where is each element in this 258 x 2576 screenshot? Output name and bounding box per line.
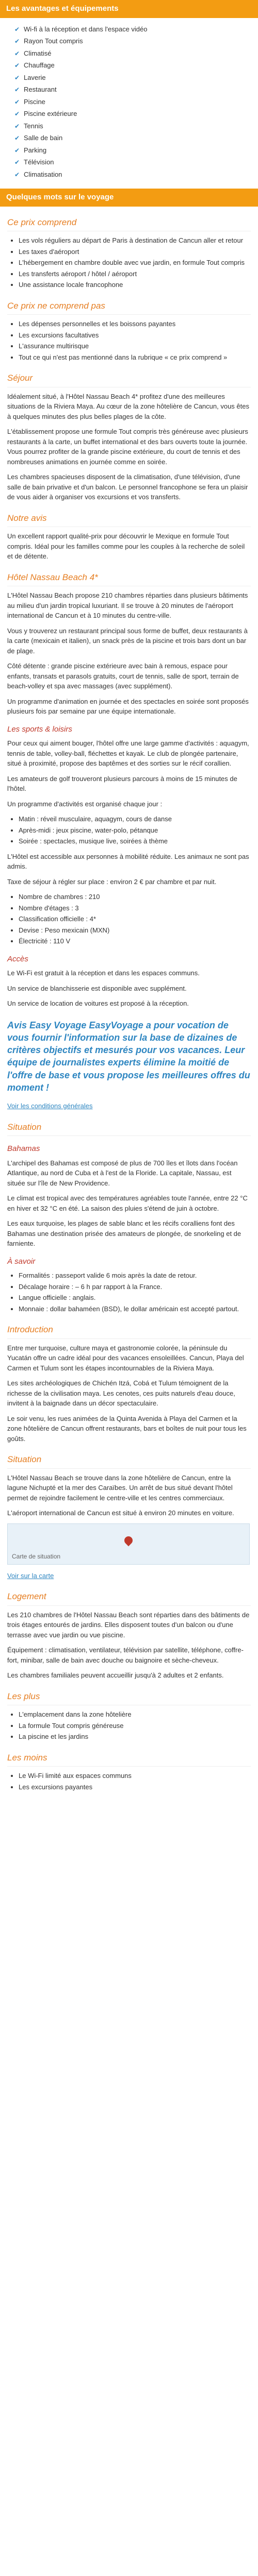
program-list [7, 814, 251, 846]
benefit-item: ✔ Restaurant [14, 86, 57, 93]
easyvoyage-promo: Avis Easy Voyage EasyVoyage a pour vocation de vous fournir l'information sur la base de dizaines de critères objectifs et mesurés pour vos vacances. Leur équipe de journalistes experts élimine la moitié de l'offre de base et vous propose les meilleures offres du moment ! [7, 1020, 250, 1093]
included-heading: Ce prix comprend [7, 216, 251, 232]
benefit-item: ✔ Rayon Tout compris [14, 37, 83, 45]
list-item: • Les dépenses personnelles et les boissons payantes [19, 319, 251, 329]
list-item: • Langue officielle : anglais. [19, 1293, 251, 1303]
paragraph: Les 210 chambres de l'Hôtel Nassau Beach sont réparties dans des bâtiments de trois étages entourés de jardins. Elles disposent toutes d'un balcon ou d'une terrasse avec vue jardin ou vue piscine. [7, 1611, 250, 1639]
paragraph: Entre mer turquoise, culture maya et gastronomie colorée, la péninsule du Yucatán offre un cadre idéal pour des vacances ensoleillées. Cancun, Playa del Carmen et Tulum sont les étapes incontournables de la Riviera Maya. [7, 1344, 244, 1372]
location-map[interactable] [7, 1523, 250, 1565]
benefit-item: ✔ Climatisé [14, 49, 52, 57]
paragraph: Le soir venu, les rues animées de la Quinta Avenida à Playa del Carmen et la zone hôtelière de Cancun offrent restaurants, bars et boîtes de nuit pour tous les goûts. [7, 1414, 247, 1443]
benefit-item: ✔ Piscine extérieure [14, 110, 77, 117]
list-item: • Classification officielle : 4* [19, 914, 251, 924]
list-item: • L'assurance multirisque [19, 341, 251, 351]
benefits-list [0, 23, 258, 181]
paragraph: Un service de location de voitures est proposé à la réception. [7, 999, 189, 1007]
paragraph: L'Hôtel Nassau Beach propose 210 chambres réparties dans plusieurs bâtiments au milieu d'un jardin tropical luxuriant. Il se trouve à 20 minutes de l'aéroport international de Cancun et à 10 minutes du centre-ville. [7, 591, 248, 619]
paragraph: Un excellent rapport qualité-prix pour découvrir le Mexique en formule Tout compris. Idéal pour les familles comme pour les couples à la recherche de soleil et de détente. [7, 532, 245, 560]
introduction-heading: Introduction [7, 1323, 251, 1339]
check-icon: ✔ [14, 49, 20, 57]
cons-list [7, 1771, 251, 1792]
map-pin-icon [123, 1534, 135, 1546]
list-item: • L'emplacement dans la zone hôtelière [19, 1709, 251, 1720]
list-item: • Électricité : 110 V [19, 936, 251, 946]
paragraph: Pour ceux qui aiment bouger, l'hôtel offre une large gamme d'activités : aquagym, tennis de table, volley-ball, fléchettes et kayak. Le club de plongée partenaire, situé à proximité, propose des baptêmes et des sorties sur le récif corallien. [7, 739, 249, 767]
list-item: • Décalage horaire : – 6 h par rapport à la France. [19, 1282, 251, 1292]
location-heading: Situation [7, 1453, 251, 1469]
map-label: Carte de situation [12, 1552, 61, 1560]
not-included-list [7, 319, 251, 362]
benefit-item: ✔ Tennis [14, 122, 43, 130]
list-item: • Monnaie : dollar bahaméen (BSD), le dollar américain est accepté partout. [19, 1304, 251, 1314]
paragraph: L'Hôtel est accessible aux personnes à mobilité réduite. Les animaux ne sont pas admis. [7, 852, 249, 870]
pros-list [7, 1709, 251, 1742]
paragraph: L'aéroport international de Cancun est situé à environ 20 minutes en voiture. [7, 1509, 234, 1517]
terms-link[interactable]: Voir les conditions générales [7, 1102, 93, 1110]
benefit-item: ✔ Salle de bain [14, 134, 63, 142]
list-item: • Les taxes d'aéroport [19, 247, 251, 257]
paragraph: Vous y trouverez un restaurant principal sous forme de buffet, deux restaurants à la carte (mexicain et italien), un snack près de la piscine et trois bars dont un bar de plage. [7, 626, 248, 655]
list-item: • Une assistance locale francophone [19, 280, 251, 290]
opinion-heading: Notre avis [7, 512, 251, 528]
check-icon: ✔ [14, 25, 20, 33]
pros-heading: Les plus [7, 1690, 251, 1706]
list-item: • Les excursions facultatives [19, 330, 251, 341]
benefit-item: ✔ Laverie [14, 73, 46, 81]
check-icon: ✔ [14, 122, 20, 130]
trip-section [0, 216, 258, 1792]
list-item: • Tout ce qui n'est pas mentionné dans la rubrique « ce prix comprend » [19, 352, 251, 363]
check-icon: ✔ [14, 134, 20, 142]
paragraph: Un programme d'animation en journée et des spectacles en soirée sont proposés plusieurs fois par semaine par une équipe internationale. [7, 697, 249, 715]
paragraph: L'établissement propose une formule Tout compris très généreuse avec plusieurs restaurants à la carte, un buffet international et des bars ouverts toute la journée. Vous pourrez profiter de la grande piscine extérieure, du court de tennis et des nombreuses animations en journée comme en soirée. [7, 428, 248, 466]
program-intro: Un programme d'activités est organisé chaque jour : [7, 800, 163, 808]
list-item: • Les excursions payantes [19, 1782, 251, 1792]
list-item: • Soirée : spectacles, musique live, soirées à thème [19, 836, 251, 846]
check-icon: ✔ [14, 74, 20, 81]
benefit-item: ✔ Télévision [14, 158, 54, 166]
access-heading: Accès [7, 954, 28, 963]
paragraph: Les sites archéologiques de Chichén Itzá, Cobá et Tulum témoignent de la richesse de la civilisation maya. Les cenotes, ces puits naturels d'eau douce, invitent à la baignade dans un décor spectaculaire. [7, 1379, 235, 1408]
map-link[interactable]: Voir sur la carte [7, 1571, 54, 1580]
situation-heading: Situation [7, 1121, 251, 1137]
paragraph: Équipement : climatisation, ventilateur, télévision par satellite, téléphone, coffre-fort, minibar, salle de bain avec douche ou baignoire et sèche-cheveux. [7, 1646, 244, 1664]
paragraph: Un service de blanchisserie est disponible avec supplément. [7, 984, 187, 992]
check-icon: ✔ [14, 171, 20, 178]
list-item: • Les transferts aéroport / hôtel / aéroport [19, 269, 251, 279]
check-icon: ✔ [14, 86, 20, 93]
list-item: • La formule Tout compris généreuse [19, 1721, 251, 1731]
not-included-heading: Ce prix ne comprend pas [7, 299, 251, 315]
benefit-item: ✔ Wi-fi à la réception et dans l'espace vidéo [14, 25, 148, 33]
check-icon: ✔ [14, 146, 20, 154]
benefit-item: ✔ Piscine [14, 97, 45, 106]
hotel-heading: Hôtel Nassau Beach 4* [7, 571, 251, 587]
list-item: • L'hébergement en chambre double avec vue jardin, en formule Tout compris [19, 258, 251, 268]
benefit-item: ✔ Chauffage [14, 61, 55, 69]
tips-heading: À savoir [7, 1257, 36, 1266]
list-item: • Après-midi : jeux piscine, water-polo, pétanque [19, 825, 251, 836]
included-list [7, 235, 251, 290]
accommodation-heading: Logement [7, 1590, 251, 1606]
benefit-item: ✔ Parking [14, 146, 47, 154]
paragraph: Idéalement situé, à l'Hôtel Nassau Beach 4* profitez d'une des meilleures situations de la Riviera Maya. Au cœur de la zone hôtelière de Cancun, vous êtes à quelques minutes des plus belles plages de la côte. [7, 392, 249, 420]
list-item: • Les vols réguliers au départ de Paris à destination de Cancun aller et retour [19, 235, 251, 246]
paragraph: Les chambres spacieuses disposent de la climatisation, d'une télévision, d'une salle de bain privative et d'un balcon. Le personnel francophone se fera un plaisir de vous aider à organiser vos excursions et vos transferts. [7, 473, 248, 501]
list-item: • Nombre d'étages : 3 [19, 903, 251, 913]
paragraph: Les chambres familiales peuvent accueillir jusqu'à 2 adultes et 2 enfants. [7, 1671, 224, 1680]
list-item: • Formalités : passeport valide 6 mois après la date de retour. [19, 1270, 251, 1281]
benefits-banner: Les avantages et équipements [0, 0, 258, 18]
list-item: • Nombre de chambres : 210 [19, 892, 251, 902]
paragraph: Les amateurs de golf trouveront plusieurs parcours à moins de 15 minutes de l'hôtel. [7, 774, 237, 792]
destination-subheading: Bahamas [7, 1144, 40, 1154]
check-icon: ✔ [14, 38, 20, 45]
paragraph: Taxe de séjour à régler sur place : environ 2 € par chambre et par nuit. [7, 877, 217, 886]
list-item: • Devise : Peso mexicain (MXN) [19, 925, 251, 936]
check-icon: ✔ [14, 62, 20, 69]
paragraph: Le climat est tropical avec des températures agréables toute l'année, entre 22 °C en hiver et 32 °C en été. La saison des pluies s'étend de juin à octobre. [7, 1194, 248, 1212]
hotel-info-list [7, 892, 251, 946]
check-icon: ✔ [14, 98, 20, 106]
paragraph: L'Hôtel Nassau Beach se trouve dans la zone hôtelière de Cancun, entre la lagune Nichupté et la mer des Caraïbes. Un arrêt de bus situé devant l'hôtel permet de rejoindre facilement le centre-ville et les centres commerciaux. [7, 1473, 233, 1502]
paragraph: Les eaux turquoise, les plages de sable blanc et les récifs coralliens font des Bahamas une destination prisée des amateurs de plongée, de snorkeling et de farniente. [7, 1219, 241, 1248]
paragraph: L'archipel des Bahamas est composé de plus de 700 îles et îlots dans l'océan Atlantique, au nord de Cuba et à l'est de la Floride. La capitale, Nassau, est située sur l'île de New Providence. [7, 1159, 238, 1187]
stay-heading: Séjour [7, 371, 251, 387]
cons-heading: Les moins [7, 1751, 251, 1767]
check-icon: ✔ [14, 159, 20, 166]
list-item: • Le Wi-Fi limité aux espaces communs [19, 1771, 251, 1781]
benefit-item: ✔ Climatisation [14, 170, 62, 178]
list-item: • La piscine et les jardins [19, 1732, 251, 1742]
check-icon: ✔ [14, 110, 20, 117]
paragraph: Côté détente : grande piscine extérieure avec bain à remous, espace pour enfants, transats et parasols gratuits, court de tennis, salle de sport, terrain de beach-volley et spa avec massages (avec supplément). [7, 662, 239, 690]
trip-banner: Quelques mots sur le voyage [0, 189, 258, 207]
paragraph: Le Wi-Fi est gratuit à la réception et dans les espaces communs. [7, 969, 200, 977]
tips-list [7, 1270, 251, 1314]
list-item: • Matin : réveil musculaire, aquagym, cours de danse [19, 814, 251, 824]
sports-heading: Les sports & loisirs [7, 724, 72, 734]
